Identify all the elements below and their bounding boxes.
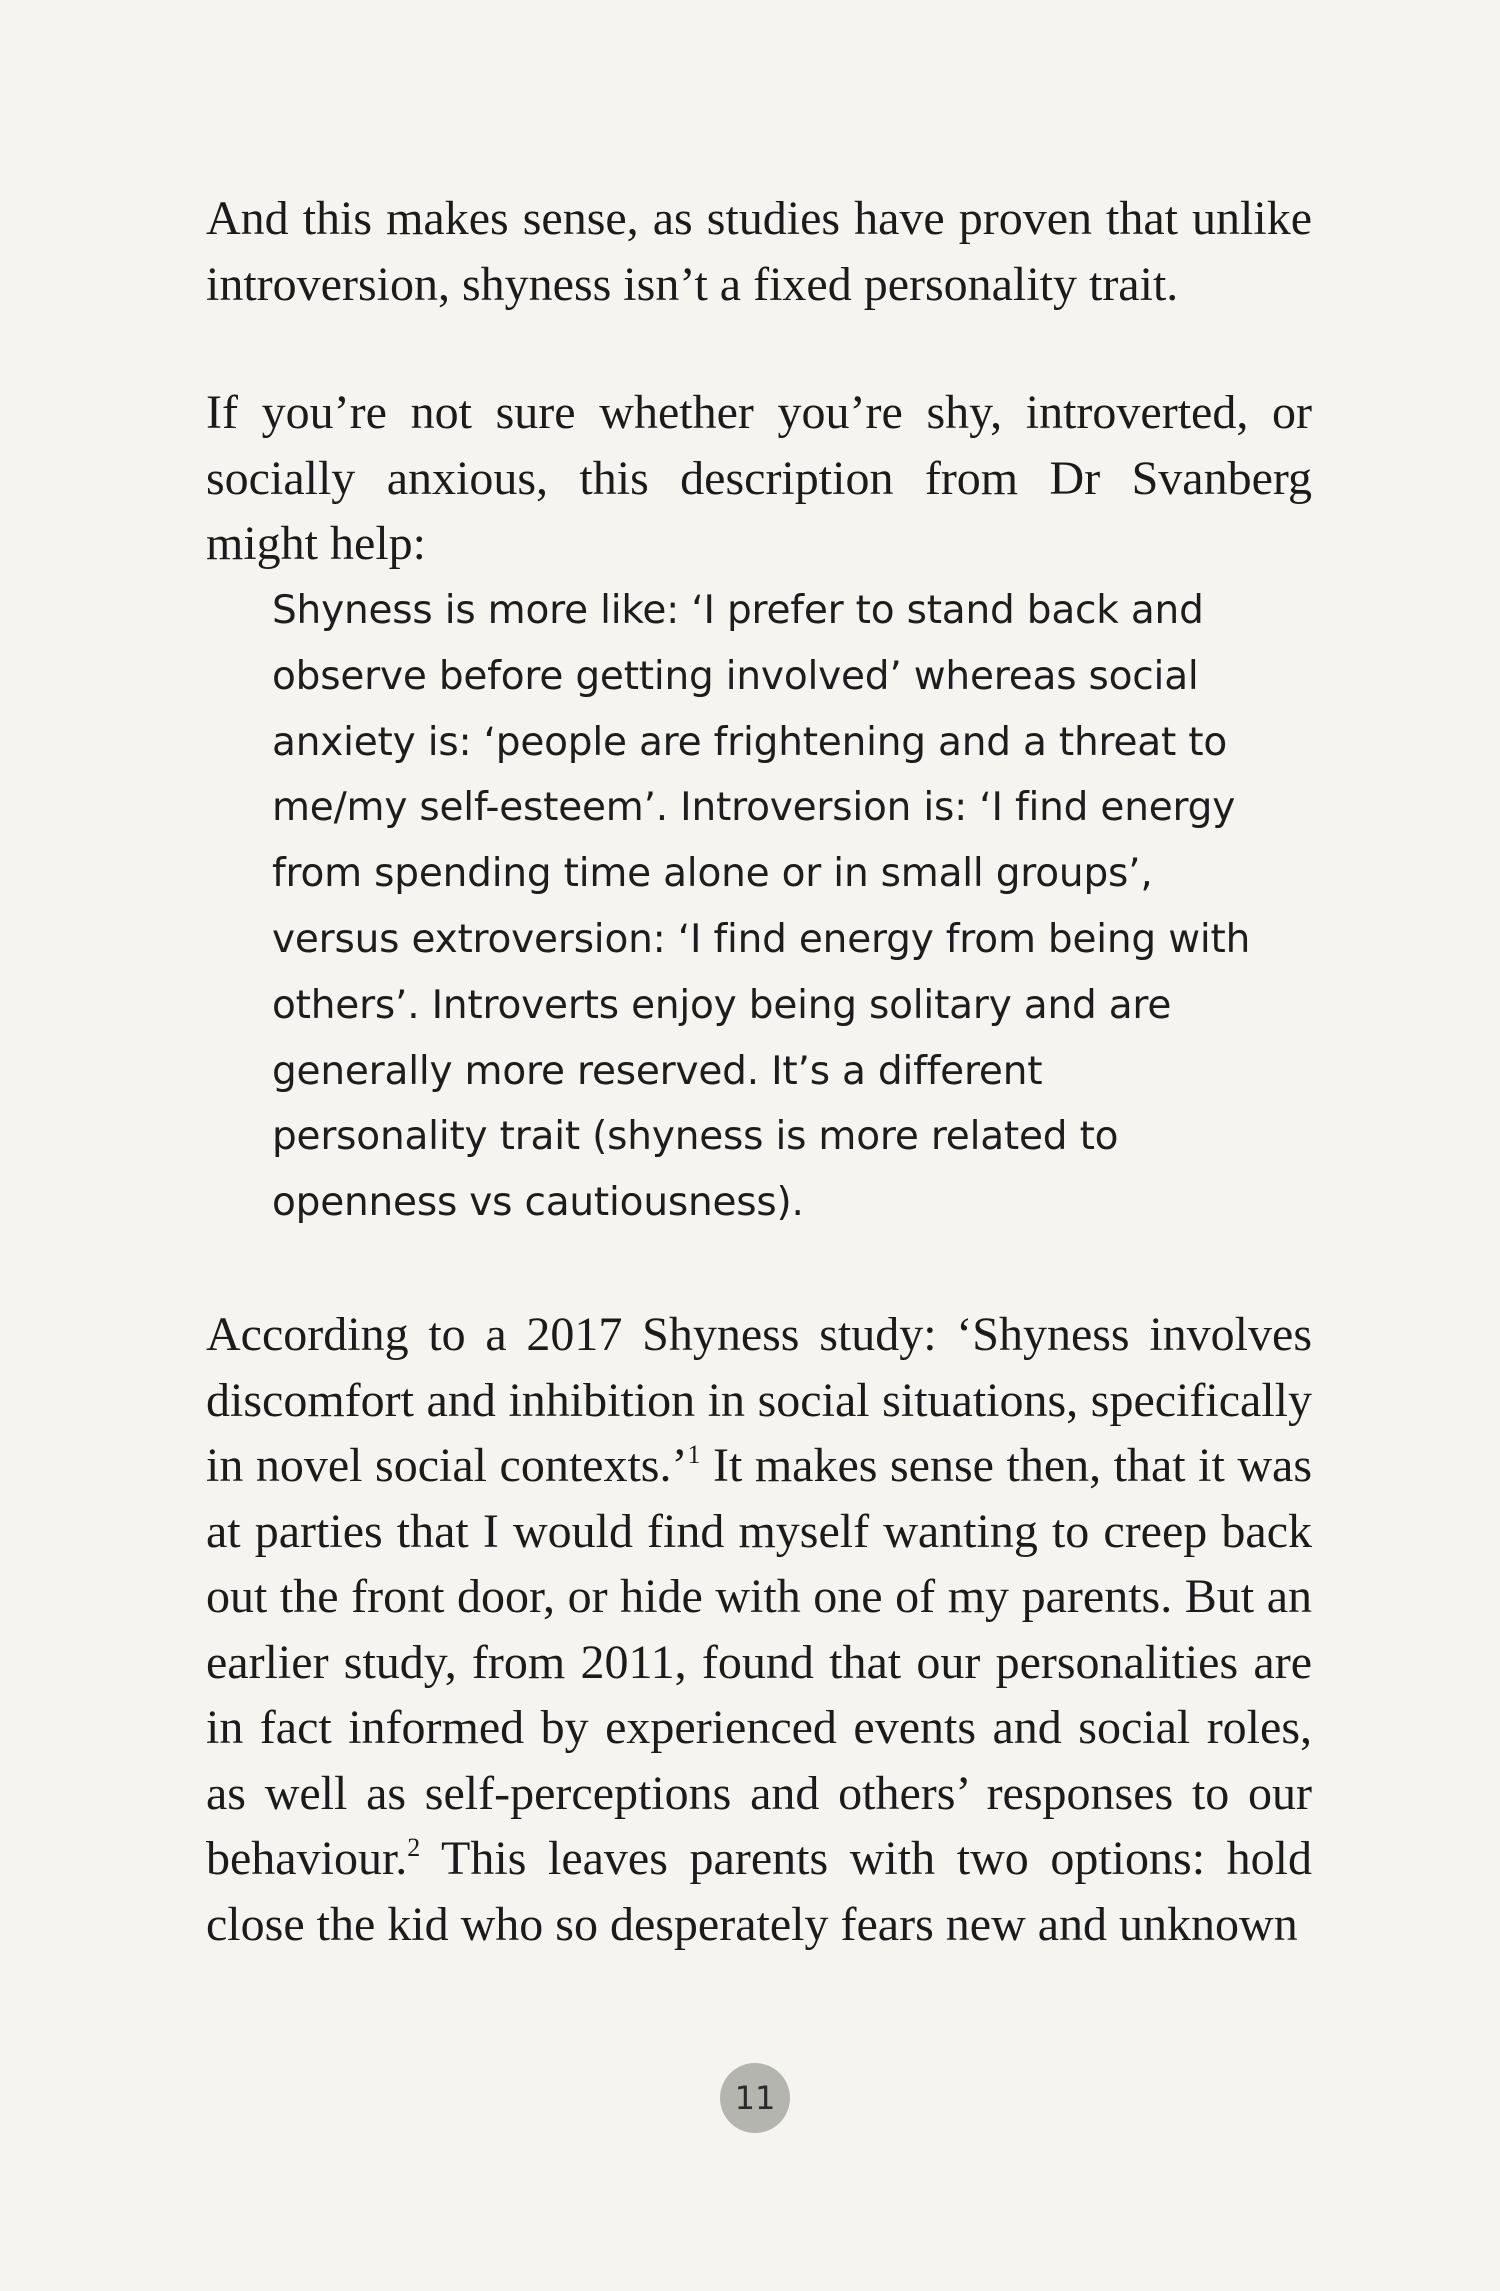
study-text-part3: This leaves parents with two options: hold close the kid who so desperately fears new and unknown bbox=[206, 1832, 1312, 1951]
footnote-ref-1[interactable]: 1 bbox=[687, 1440, 701, 1469]
paragraph-svanberg-intro: If you’re not sure whether you’re shy, introverted, or socially anxious, this description from Dr Svanberg might help: bbox=[206, 386, 1312, 570]
footnote-ref-2[interactable]: 2 bbox=[407, 1833, 421, 1862]
study-text-part1: According to a 2017 Shyness study: ‘Shyness involves discomfort and inhibition in social situations, specifically in novel social contexts.’ bbox=[206, 1308, 1312, 1492]
svanberg-quote: Shyness is more like: ‘I prefer to stand back and observe before getting involved’ whereas social anxiety is: ‘people are frightening and a threat to me/my self-esteem’. Introversion is: ‘I find energy from spending time alone or in small groups’, versus extroversion: ‘I find energy from being with others’. Introverts enjoy being solitary and are generally more reserved. It’s a different personality trait (shyness is more related to openness vs cautiousness). bbox=[272, 588, 1251, 1226]
paragraph-shyness-study bbox=[206, 1302, 1312, 1957]
page-number-badge: 11 bbox=[720, 2063, 790, 2133]
paragraph-shyness-not-fixed: And this makes sense, as studies have proven that unlike introversion, shyness isn’t a fixed personality trait. bbox=[206, 192, 1312, 311]
study-text-part2: It makes sense then, that it was at parties that I would find myself wanting to creep back out the front door, or hide with one of my parents. But an earlier study, from 2011, found that our personalities are in fact informed by experienced events and social roles, as well as self-perceptions and others’ responses to our behaviour. bbox=[206, 1439, 1312, 1885]
